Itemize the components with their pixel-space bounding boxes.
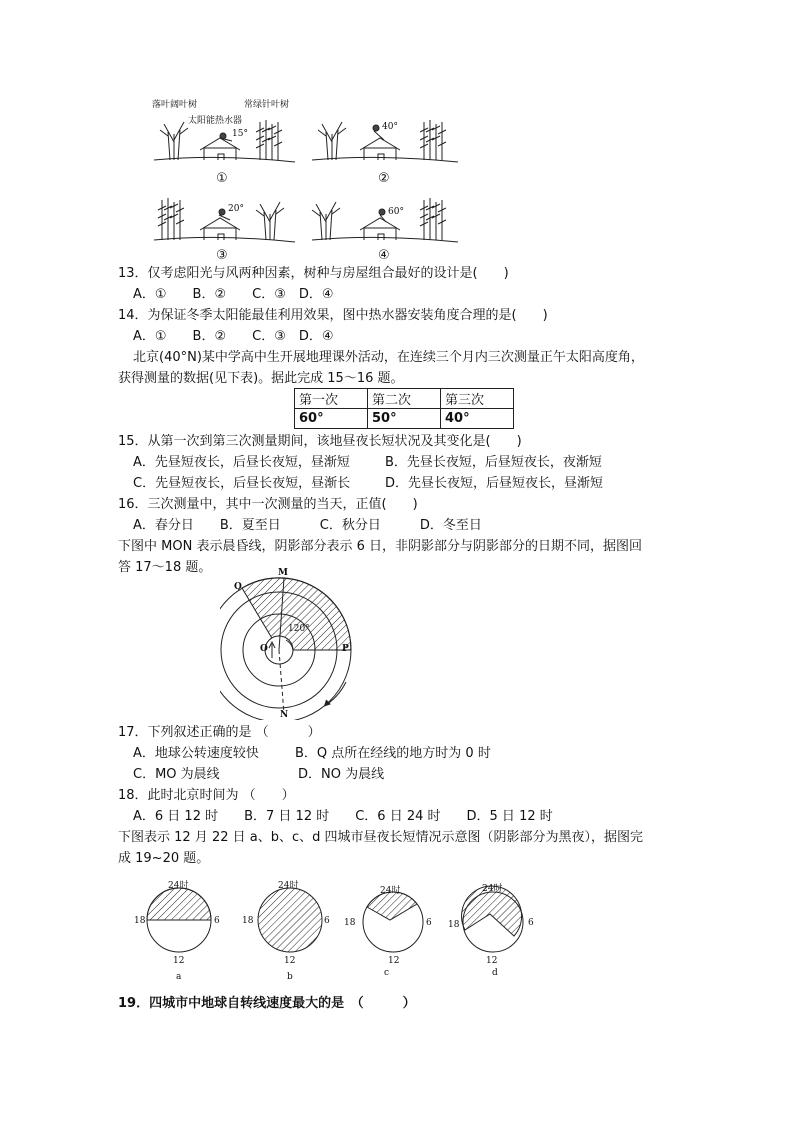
figure-day-night-circles [130,876,550,986]
label-o: O [260,644,268,654]
heater-label: 太阳能热水器 [188,116,243,126]
label-24-a: 24时 [168,881,189,891]
q16-stem: 16．三次测量中，其中一次测量的当天，正值( ) [118,497,418,512]
label-18-c: 18 [344,918,356,928]
q15-option-c: C．先昼短夜长，后昼长夜短，昼渐长 [133,476,351,491]
q17-option-d: D．NO 为晨线 [298,767,385,782]
figure1-drawing [140,92,470,264]
label-18-d: 18 [448,920,460,930]
label-p: P [342,644,349,654]
city-c: c [384,968,390,978]
angle-label-1: 15° [232,129,248,139]
city-a: a [176,972,182,982]
house-icon [200,138,240,160]
table-cell: 50° [368,409,441,429]
label-12-a: 12 [173,956,185,966]
q19-stem: 19．四城市中地球自转线速度最大的是 （ ） [118,996,416,1011]
label-12-c: 12 [388,956,400,966]
q15-stem: 15．从第一次到第三次测量期间，该地昼夜长短状况及其变化是( ) [118,434,522,449]
panel-num-1: ① [216,171,228,186]
intro19-line2: 成 19~20 题。 [118,851,210,866]
label-12-d: 12 [486,956,498,966]
intro17-line2: 答 17～18 题。 [118,560,212,575]
figure-tree-house [140,92,470,264]
intro15-line1: 北京(40°N)某中学高中生开展地理课外活动，在连续三个月内三次测量正午太阳高度角， [133,350,644,365]
label-24-c: 24时 [380,886,401,896]
intro19-line1: 下图表示 12 月 22 日 a、b、c、d 四城市昼夜长短情况示意图（阴影部分为黑夜），据图完 [118,830,643,845]
angle-120: 120° [288,624,310,634]
q17-option-b: B．Q 点所在经线的地方时为 0 时 [295,746,491,761]
evergreen-label: 常绿针叶树 [244,100,290,110]
label-18-b: 18 [242,916,254,926]
label-24-d: 24时 [482,884,503,894]
label-6-d: 6 [528,918,534,928]
panel-num-2: ② [378,171,390,186]
angle-label-4: 60° [388,207,404,217]
table-header: 第二次 [368,389,441,409]
q16-options: A．春分日 B．夏至日 C．秋分日 D．冬至日 [133,518,482,533]
measurement-table [294,388,514,429]
q17-option-c: C．MO 为晨线 [133,767,220,782]
q14-stem: 14．为保证冬季太阳能最佳利用效果，图中热水器安装角度合理的是( ) [118,308,548,323]
q15-option-b: B．先昼长夜短，后昼短夜长，夜渐短 [385,455,602,470]
table-row [295,409,514,429]
label-18-a: 18 [134,916,146,926]
label-n: N [280,710,289,720]
q14-options: A．① B．② C．③ D．④ [133,329,334,344]
table-cell: 60° [295,409,368,429]
city-b: b [287,972,293,982]
table-header: 第三次 [441,389,514,409]
q17-stem: 17．下列叙述正确的是 （ ） [118,725,321,740]
table-cell: 40° [441,409,514,429]
evergreen-tree-icon [256,120,282,160]
city-d: d [492,968,498,978]
panel-num-3: ③ [216,248,228,263]
angle-label-3: 20° [228,204,244,214]
q15-option-a: A．先昼短夜长，后昼长夜短，昼渐短 [133,455,350,470]
label-6-c: 6 [426,918,432,928]
table-header-row [295,389,514,409]
q13-options: A．① B．② C．③ D．④ [133,287,334,302]
deciduous-label: 落叶阔叶树 [152,100,198,110]
label-m: M [278,568,288,578]
figure-polar-view [220,568,360,720]
q18-options: A．6 日 12 时 B．7 日 12 时 C．6 日 24 时 D．5 日 12 时 [133,809,553,824]
q15-option-d: D．先昼长夜短，后昼短夜长，昼渐短 [385,476,604,491]
q13-stem: 13．仅考虑阳光与风两种因素，树种与房屋组合最好的设计是( ) [118,266,509,281]
deciduous-tree-icon [160,122,188,160]
label-24-b: 24时 [278,881,299,891]
intro15-line2: 获得测量的数据(见下表)。据此完成 15～16 题。 [118,371,404,386]
q17-option-a: A．地球公转速度较快 [133,746,259,761]
panel-num-4: ④ [378,248,390,263]
label-6-a: 6 [214,916,220,926]
figure2-drawing [220,574,360,720]
intro17-line1: 下图中 MON 表示晨昏线，阴影部分表示 6 日，非阴影部分与阴影部分的日期不同，据图回 [118,539,642,554]
q18-stem: 18．此时北京时间为 （ ） [118,788,295,803]
label-6-b: 6 [324,916,330,926]
label-12-b: 12 [284,956,296,966]
label-q: Q [234,582,242,592]
angle-label-2: 40° [382,122,398,132]
table-header: 第一次 [295,389,368,409]
